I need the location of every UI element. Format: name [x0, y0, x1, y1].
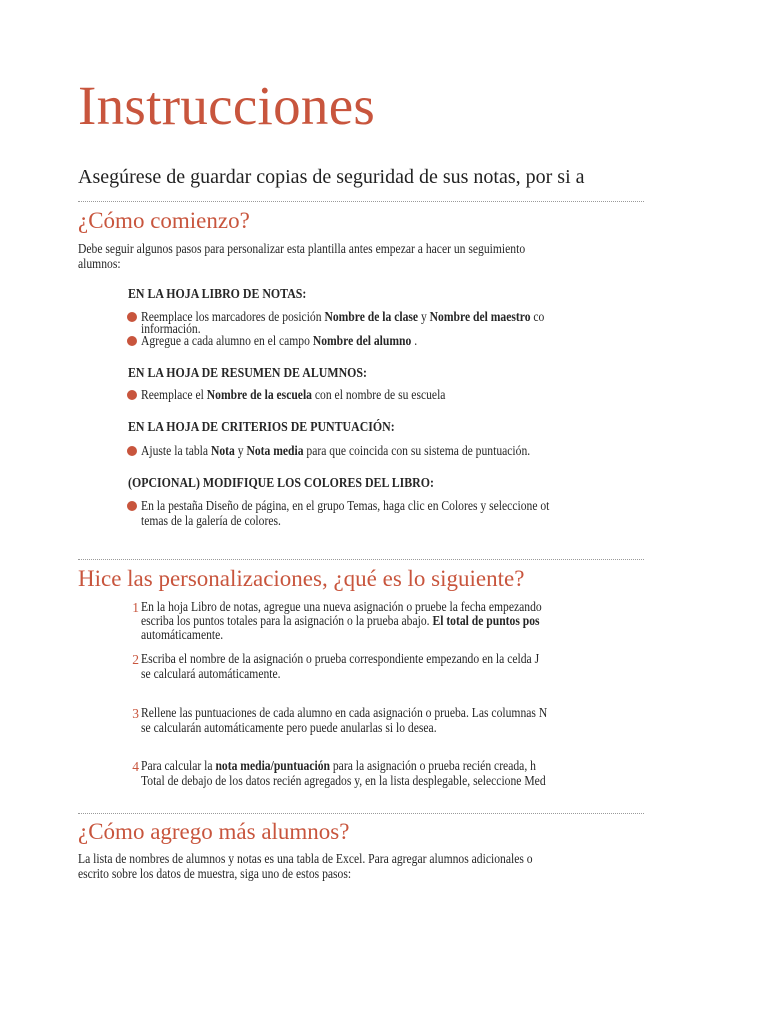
step-number: 3 — [132, 706, 139, 721]
bullet-icon — [127, 333, 139, 345]
content-area — [78, 0, 644, 1024]
bullet-icon — [127, 498, 139, 510]
step-text: En la hoja Libro de notas, agregue una nueva asignación o pruebe la fecha empezando — [141, 599, 542, 614]
section-heading-next: Hice las personalizaciones, ¿qué es lo siguiente? — [78, 566, 525, 591]
bullet-text: Ajuste la tabla Nota y Nota media para que coincida con su sistema de puntuación. — [141, 443, 531, 458]
page-subtitle: Asegúrese de guardar copias de seguridad de sus notas, por si a — [78, 166, 585, 188]
group-label: EN LA HOJA DE RESUMEN DE ALUMNOS: — [128, 365, 367, 380]
bullet-icon — [127, 309, 139, 321]
step-number: 4 — [132, 759, 139, 774]
divider — [78, 813, 644, 814]
step-number: 1 — [132, 600, 139, 615]
bullet-text: En la pestaña Diseño de página, en el grupo Temas, haga clic en Colores y seleccione ot — [141, 498, 550, 513]
intro-text-line: Debe seguir algunos pasos para personalizar esta plantilla antes empezar a hacer un seguimiento — [78, 241, 526, 256]
bullet-text: Reemplace los marcadores de posición Nombre de la clase y Nombre del maestro co — [141, 309, 545, 324]
body-text-line: La lista de nombres de alumnos y notas es una tabla de Excel. Para agregar alumnos adicionales o — [78, 851, 533, 866]
bullet-icon — [127, 387, 139, 399]
step-text: automáticamente. — [141, 627, 224, 642]
step-text: Rellene las puntuaciones de cada alumno en cada asignación o prueba. Las columnas N — [141, 705, 548, 720]
group-label: (OPCIONAL) MODIFIQUE LOS COLORES DEL LIBRO: — [128, 475, 434, 490]
step-text: se calcularán automáticamente pero puede anularlas si lo desea. — [141, 720, 437, 735]
bullet-text: Agregue a cada alumno en el campo Nombre del alumno . — [141, 333, 418, 348]
section-heading-add-students: ¿Cómo agrego más alumnos? — [78, 819, 350, 844]
intro-text-line: alumnos: — [78, 256, 121, 271]
bullet-text-continuation: información. — [141, 321, 201, 336]
divider — [78, 559, 644, 560]
divider — [78, 201, 644, 202]
step-text: Para calcular la nota media/puntuación para la asignación o prueba recién creada, h — [141, 758, 536, 773]
body-text-line: escrito sobre los datos de muestra, siga uno de estos pasos: — [78, 866, 352, 881]
step-text: Total de debajo de los datos recién agregados y, en la lista desplegable, seleccione Med — [141, 773, 546, 788]
bullet-text: Reemplace el Nombre de la escuela con el nombre de su escuela — [141, 387, 446, 402]
group-label: EN LA HOJA DE CRITERIOS DE PUNTUACIÓN: — [128, 419, 395, 434]
bullet-text-continuation: temas de la galería de colores. — [141, 513, 281, 528]
step-text: Escriba el nombre de la asignación o prueba correspondiente empezando en la celda J — [141, 651, 540, 666]
page-title: Instrucciones — [78, 75, 376, 136]
step-number: 2 — [132, 652, 139, 667]
step-text: se calculará automáticamente. — [141, 666, 281, 681]
bullet-icon — [127, 443, 139, 455]
section-heading-start: ¿Cómo comienzo? — [78, 208, 250, 233]
step-text: escriba los puntos totales para la asignación o la prueba abajo. El total de puntos pos — [141, 613, 540, 628]
group-label: EN LA HOJA LIBRO DE NOTAS: — [128, 286, 307, 301]
